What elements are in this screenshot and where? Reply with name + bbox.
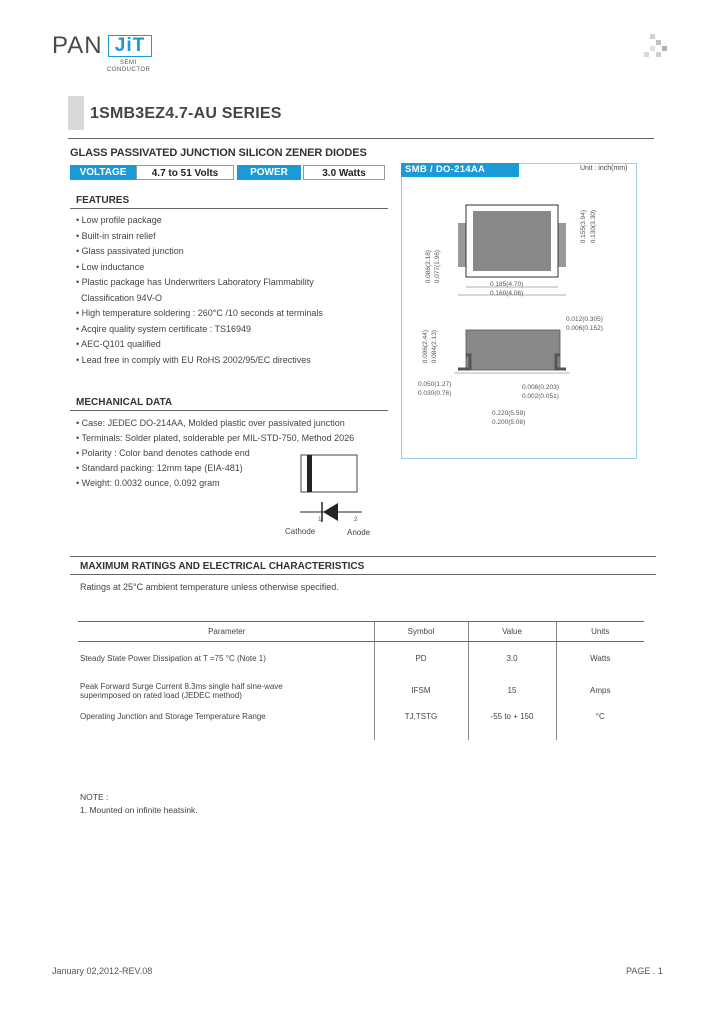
footer-date: January 02,2012-REV.08 (52, 966, 153, 976)
ratings-divider (70, 574, 656, 575)
diode-symbol-icon (300, 500, 362, 524)
logo-text-pan: PAN (52, 32, 103, 59)
voltage-badge: VOLTAGE (70, 165, 136, 180)
dim-overall-length-min: 0.200(5.08) (492, 419, 526, 426)
table-cell: PD (374, 642, 468, 676)
dim-lead-thickness-max: 0.012(0.305) (566, 316, 603, 323)
package-side-view (440, 325, 580, 385)
dim-lead-width-min: 0.077(1.96) (434, 250, 441, 284)
table-cell: 15 (468, 676, 556, 706)
list-item: • AEC-Q101 qualified (76, 339, 161, 349)
cathode-label: Cathode (285, 527, 316, 536)
logo-text-jit: JiT (108, 35, 152, 57)
footer-page: PAGE . 1 (626, 966, 663, 976)
power-value: 3.0 Watts (303, 165, 385, 180)
list-item: • Terminals: Solder plated, solderable per MIL-STD-750, Method 2026 (76, 433, 355, 443)
table-cell: Watts (556, 642, 644, 676)
pin-1-label: 1 (318, 516, 322, 523)
diode-package-icon (300, 454, 358, 494)
mechanical-divider (70, 410, 388, 411)
table-cell (78, 642, 374, 676)
title-accent-block (68, 96, 84, 130)
table-header-row (78, 622, 644, 642)
dim-body-length-min: 0.160(4.06) (490, 290, 524, 297)
list-item: • Glass passivated junction (76, 246, 184, 256)
ratings-table (78, 621, 644, 740)
dim-overall-length-max: 0.220(5.59) (492, 410, 526, 417)
column-header: Symbol (374, 622, 468, 642)
logo-subtext-2: CONDUCTOR (107, 67, 151, 73)
table-cell: -55 to + 150 (468, 706, 556, 740)
list-item: Classification 94V-O (76, 292, 163, 303)
page-title: 1SMB3EZ4.7-AU SERIES (90, 105, 282, 122)
dim-height-min: 0.130(3.30) (590, 210, 597, 244)
dim-lead-width-max: 0.086(2.18) (425, 250, 432, 284)
package-unit: Unit : inch(mm) (580, 165, 628, 172)
column-header: Units (556, 622, 644, 642)
parameter-text-line-2: superimposed on rated load (JEDEC method) (80, 690, 242, 700)
corner-decoration-icon (640, 34, 668, 60)
logo-subtext: SEMI (120, 60, 137, 66)
table-cell (78, 676, 374, 706)
dim-body-height-max: 0.096(2.44) (422, 330, 429, 364)
table-cell (78, 706, 374, 740)
table-cell: 3.0 (468, 642, 556, 676)
table-cell: TJ,TSTG (374, 706, 468, 740)
anode-label: Anode (347, 528, 371, 537)
list-item: • Weight: 0.0032 ounce, 0.092 gram (76, 478, 220, 488)
table-row (78, 676, 644, 706)
list-item: • High temperature soldering : 260°C /10 seconds at terminals (76, 308, 323, 318)
mechanical-heading: MECHANICAL DATA (76, 397, 173, 408)
table-cell: °C (556, 706, 644, 740)
subtitle: GLASS PASSIVATED JUNCTION SILICON ZENER DIODES (70, 147, 367, 159)
dim-lead-length-max: 0.050(1.27) (418, 381, 452, 388)
list-item: • Case: JEDEC DO-214AA, Molded plastic over passivated junction (76, 418, 345, 428)
parameter-text: Steady State Power Dissipation at T =75 °C (Note 1) (80, 654, 266, 664)
list-item: • Polarity : Color band denotes cathode end (76, 448, 250, 458)
table-row (78, 706, 644, 740)
notes-heading: NOTE : (80, 792, 109, 802)
dim-lead-thickness-min: 0.006(0.152) (566, 325, 603, 332)
note-item: 1. Mounted on infinite heatsink. (80, 805, 198, 815)
list-item: • Low inductance (76, 261, 145, 272)
column-header: Parameter (78, 622, 374, 642)
table-cell: IFSM (374, 676, 468, 706)
ratings-note: Ratings at 25°C ambient temperature unless otherwise specified. (80, 582, 339, 592)
list-item: • Built-in strain relief (76, 230, 156, 241)
features-heading: FEATURES (76, 195, 130, 206)
dim-body-height-min: 0.084(2.13) (431, 330, 438, 364)
features-divider (70, 208, 388, 209)
package-header: SMB / DO-214AA (401, 163, 519, 177)
dim-body-length-max: 0.185(4.70) (490, 281, 524, 288)
list-item: • Low profile package (76, 215, 162, 225)
features-list (76, 213, 396, 368)
voltage-value: 4.7 to 51 Volts (136, 165, 234, 180)
column-header: Value (468, 622, 556, 642)
ratings-heading: MAXIMUM RATINGS AND ELECTRICAL CHARACTERISTICS (80, 561, 365, 572)
list-item: • Standard packing: 12mm tape (EIA-481) (76, 463, 243, 473)
list-item: • Lead free in comply with EU RoHS 2002/95/EC directives (76, 354, 311, 365)
parameter-text: Operating Junction and Storage Temperature Range (80, 711, 266, 721)
ratings-top-divider (70, 556, 656, 557)
table-cell: Amps (556, 676, 644, 706)
list-item: • Plastic package has Underwriters Laboratory Flammability (76, 277, 314, 287)
pin-2-label: 2 (354, 516, 358, 523)
title-divider (68, 138, 654, 139)
dim-standoff-max: 0.008(0.203) (522, 384, 559, 391)
table-row (78, 642, 644, 676)
power-badge: POWER (237, 165, 301, 180)
dim-height-max: 0.155(3.94) (580, 210, 587, 244)
list-item: • Acqire quality system certificate : TS16949 (76, 323, 252, 334)
dim-lead-length-min: 0.030(0.76) (418, 390, 452, 397)
dim-standoff-min: 0.002(0.051) (522, 393, 559, 400)
package-top-view (440, 203, 580, 303)
parameter-text: Peak Forward Surge Current 8.3ms single half sine-wave (80, 681, 283, 691)
